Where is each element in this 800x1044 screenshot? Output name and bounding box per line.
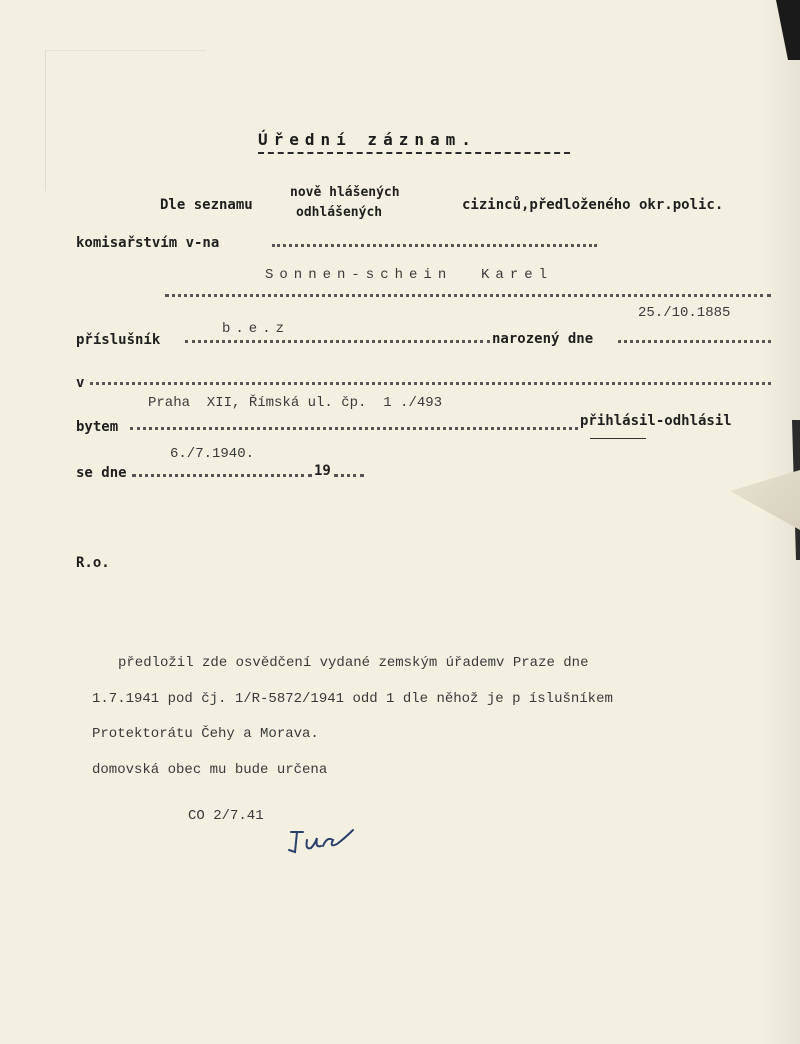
body-line-2: 1.7.1941 pod čj. 1/R-5872/1941 odd 1 dle něhož je p íslušníkem xyxy=(92,691,613,707)
komisar-label: komisařstvím v-na xyxy=(76,235,220,251)
title-underline xyxy=(258,152,570,154)
prihlasil-label: přihlásil-odhlásil xyxy=(580,413,732,429)
signature-icon xyxy=(285,822,365,866)
body-line-1: předložil zde osvědčení vydané zemským úřademv Praze dne xyxy=(118,655,589,671)
dotted-fill xyxy=(272,244,597,247)
address: Praha XII, Římská ul. čp. 1 ./493 xyxy=(148,395,443,411)
dotted-fill xyxy=(165,294,771,297)
intro-tail: cizinců,předloženého okr.polic. xyxy=(462,197,724,213)
closing-reference: CO 2/7.41 xyxy=(188,808,264,824)
prislusnik-label: příslušník xyxy=(76,332,161,348)
dotted-fill xyxy=(334,474,364,477)
dotted-fill xyxy=(185,340,490,343)
intro-stack-bottom: odhlášených xyxy=(296,205,383,220)
citizenship-value: b.e.z xyxy=(222,321,290,337)
dotted-fill xyxy=(130,427,578,430)
underline-mark xyxy=(590,438,646,439)
person-name: Sonnen-schein Karel xyxy=(265,267,554,283)
dotted-fill xyxy=(132,474,312,477)
body-line-4: domovská obec mu bude určena xyxy=(92,762,328,778)
se-dne-label: se dne xyxy=(76,465,127,481)
se-dne-date: 6./7.1940. xyxy=(170,446,255,462)
v-label: v xyxy=(76,375,85,391)
dotted-fill xyxy=(618,340,771,343)
document-title: Úřední záznam. xyxy=(258,130,477,149)
ro-label: R.o. xyxy=(76,555,110,571)
faint-stamp-outline xyxy=(45,50,206,191)
intro-lead: Dle seznamu xyxy=(160,197,253,213)
year-prefix: 19 xyxy=(314,463,331,479)
body-line-3: Protektorátu Čehy a Morava. xyxy=(92,726,319,742)
intro-stack-top: nově hlášených xyxy=(290,185,400,200)
narozeny-label: narozený dne xyxy=(492,331,594,347)
bytem-label: bytem xyxy=(76,419,119,435)
birth-date: 25./10.1885 xyxy=(638,305,731,321)
dotted-fill xyxy=(90,382,771,385)
